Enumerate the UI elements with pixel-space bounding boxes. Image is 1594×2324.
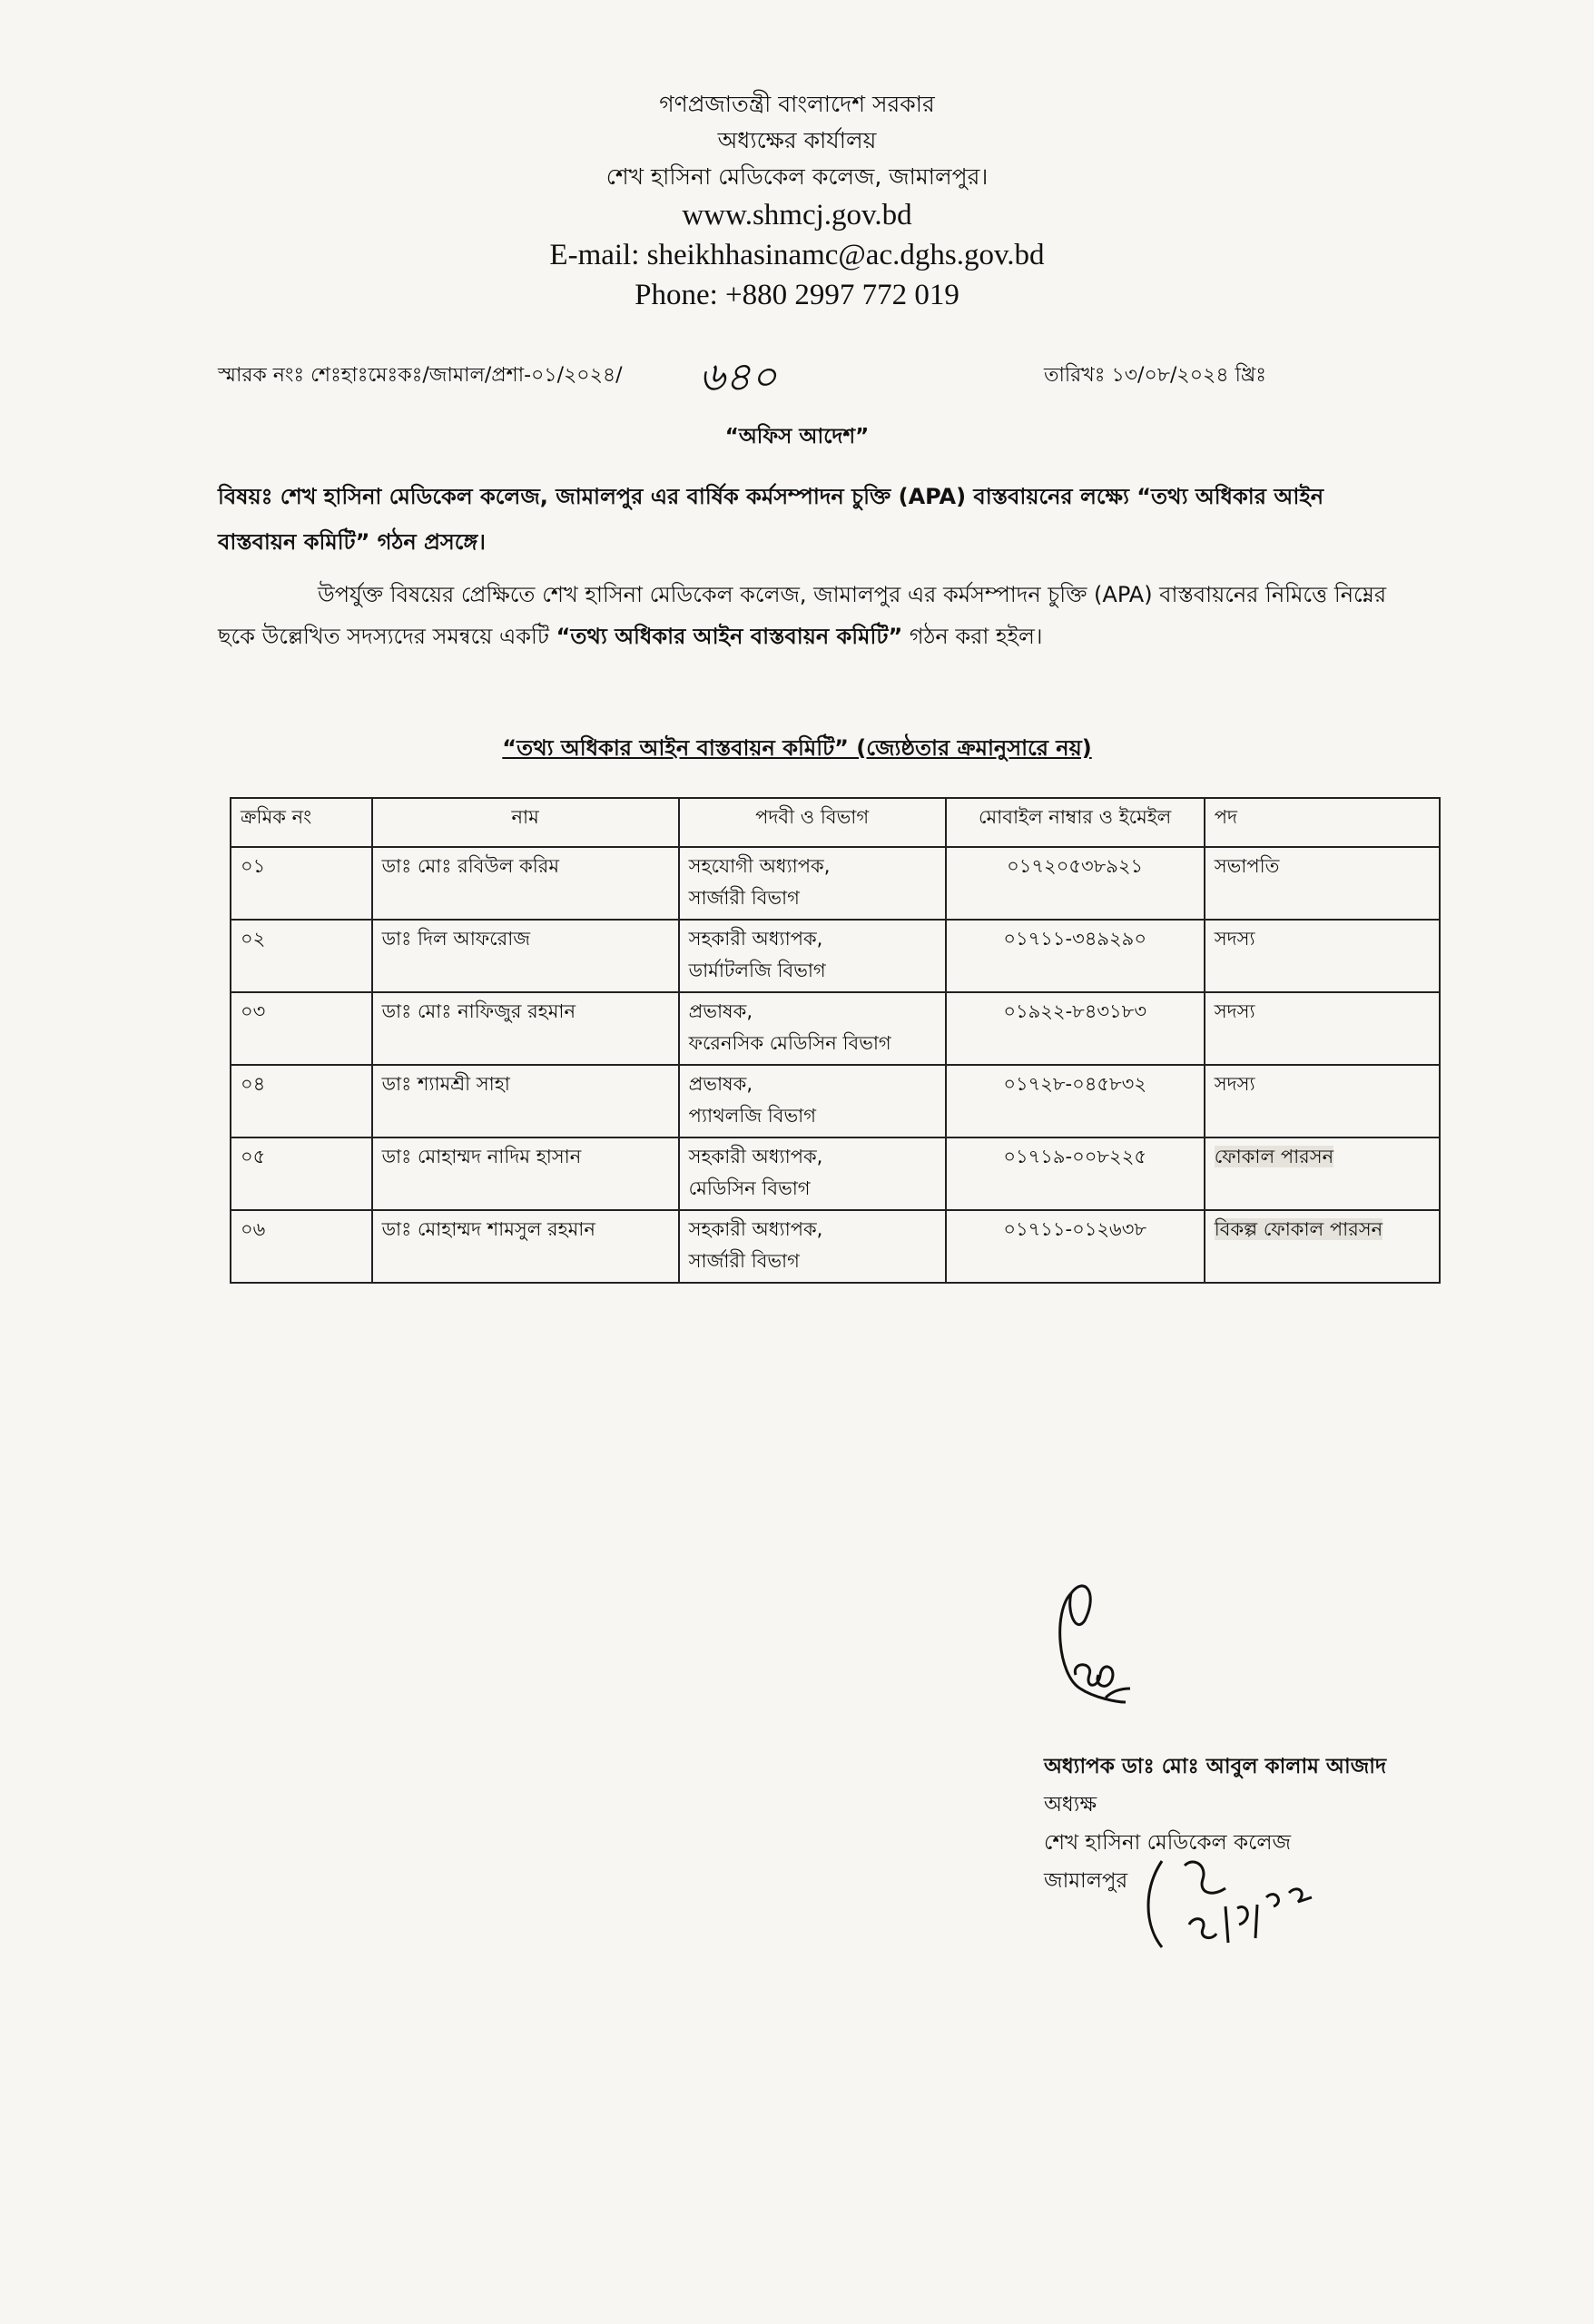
serial-text: ০১ [241,855,266,877]
cell-serial [231,992,372,1065]
designation-text: প্রভাষক, [688,1000,753,1022]
cell-serial [231,847,372,920]
signatory-name: অধ্যাপক ডাঃ মোঃ আবুল কালাম আজাদ [1044,1755,1387,1778]
cell-serial [231,1210,372,1283]
cell-role [1205,992,1440,1065]
table-row [231,920,1440,992]
designation-text: সহযোগী অধ্যাপক, [688,855,831,877]
department-text: সার্জারী বিভাগ [688,1250,800,1272]
cell-name [372,1210,679,1283]
memo-number: স্মারক নংঃ শেঃহাঃমেঃকঃ/জামাল/প্রশা-০১/২০২৪/ [218,364,623,387]
cell-role [1205,920,1440,992]
header-mobile: মোবাইল নাম্বার ও ইমেইল [946,798,1205,847]
mobile-number: ০১৭১১-০১২৬৩৮ [1003,1218,1146,1240]
cell-name [372,992,679,1065]
table-title-text: “তথ্য অধিকার আইন বাস্তবায়ন কমিটি” (জ্যেষ্ঠতার ক্রমানুসারে নয়) [502,735,1092,761]
serial-text: ০২ [241,928,266,950]
cell-name [372,920,679,992]
header-designation: পদবী ও বিভাগ [679,798,946,847]
member-name: ডাঃ দিল আফরোজ [381,928,531,950]
header-serial: ক্রমিক নং [231,798,372,847]
cell-mobile [946,1210,1205,1283]
table-header-row [231,798,1440,847]
serial-text: ০৩ [241,1000,266,1022]
cell-designation [679,1210,946,1283]
cell-mobile [946,920,1205,992]
mobile-number: ০১৭১১-৩৪৯২৯০ [1003,928,1146,950]
cell-designation [679,920,946,992]
cell-name [372,1065,679,1137]
cell-designation [679,1137,946,1210]
department-text: ফরেনসিক মেডিসিন বিভাগ [688,1032,891,1054]
mobile-number: ০১৭১৯-০০৮২২৫ [1003,1146,1146,1167]
body-text-bold: “তথ্য অধিকার আইন বাস্তবায়ন কমিটি” [556,624,903,649]
member-name: ডাঃ মোহাম্মদ শামসুল রহমান [381,1218,595,1240]
header-role: পদ [1205,798,1440,847]
body-text-before: উপর্যুক্ত বিষয়ের প্রেক্ষিতে শেখ হাসিনা মেডিকেল কলেজ, জামালপুর এর কর্মসম্পাদন চুক্তি (APA) বাস্তবায়নের নিমিত্তে নিম্নের ছকে উল্লেখিত সদস্যদের সমন্বয়ে একটি [218,582,1387,649]
department-text: ডার্মাটলজি বিভাগ [688,960,826,981]
memo-date: তারিখঃ ১৩/০৮/২০২৪ খ্রিঃ [1044,364,1267,387]
body-text-after: গঠন করা হইল। [902,624,1043,649]
mobile-number: ০১৭২০৫৩৮৯২১ [1007,855,1144,877]
cell-designation [679,1065,946,1137]
designation-text: সহকারী অধ্যাপক, [688,1218,823,1240]
order-title: “অফিস আদেশ” [724,425,870,448]
table-row [231,847,1440,920]
department-text: সার্জারী বিভাগ [688,887,800,909]
signatory-institution: শেখ হাসিনা মেডিকেল কলেজ [1044,1831,1292,1855]
subject: বিষয়ঃ শেখ হাসিনা মেডিকেল কলেজ, জামালপুর এর বার্ষিক কর্মসম্পাদন চুক্তি (APA) বাস্তবায়নের লক্ষ্যে “তথ্য অধিকার আইন বাস্তবায়ন কমিটি” গঠন প্রসঙ্গে। [218,484,1324,555]
designation-text: প্রভাষক, [688,1073,753,1095]
role-text: সদস্য [1214,1000,1255,1022]
table-row [231,1210,1440,1283]
member-name: ডাঃ মোহাম্মদ নাদিম হাসান [381,1146,582,1167]
cell-mobile [946,992,1205,1065]
committee-table [230,797,1441,1284]
cell-designation [679,847,946,920]
role-text: বিকল্প ফোকাল পারসন [1214,1218,1383,1240]
department-text: মেডিসিন বিভাগ [688,1177,811,1199]
email: E-mail: sheikhhasinamc@ac.dghs.gov.bd [549,239,1045,271]
mobile-number: ০১৭২৮-০৪৫৮৩২ [1003,1073,1146,1095]
college-name: শেখ হাসিনা মেডিকেল কলেজ, জামালপুর। [605,163,989,190]
mobile-number: ০১৯২২-৮৪৩১৮৩ [1003,1000,1146,1022]
serial-text: ০৪ [241,1073,266,1095]
cell-role [1205,1210,1440,1283]
handwritten-memo-number: ৬৪০ [699,354,777,400]
table-row [231,1065,1440,1137]
role-text: সভাপতি [1214,855,1280,877]
letterhead [0,86,1594,315]
table-row [231,1137,1440,1210]
header-name: নাম [372,798,679,847]
cell-designation [679,992,946,1065]
phone: Phone: +880 2997 772 019 [635,279,959,311]
memo-row [218,354,1416,399]
signatory-title: অধ্যক্ষ [1044,1793,1097,1817]
cell-name [372,847,679,920]
role-text: সদস্য [1214,928,1255,950]
member-name: ডাঃ শ্যামশ্রী সাহা [381,1073,510,1095]
table-row [231,992,1440,1065]
office-name: অধ্যক্ষের কার্যালয় [717,127,877,153]
signature [1044,1575,1180,1711]
cell-name [372,1137,679,1210]
cell-mobile [946,847,1205,920]
signatory-location: জামালপুর [1044,1869,1128,1893]
serial-text: ০৬ [241,1218,266,1240]
member-name: ডাঃ মোঃ নাফিজুর রহমান [381,1000,576,1022]
cell-mobile [946,1137,1205,1210]
dated-initial [1139,1852,1321,1961]
cell-serial [231,920,372,992]
serial-text: ০৫ [241,1146,266,1167]
cell-mobile [946,1065,1205,1137]
table-title [0,732,1594,768]
cell-role [1205,1137,1440,1210]
cell-role [1205,847,1440,920]
govt-name: গণপ্রজাতন্ত্রী বাংলাদেশ সরকার [659,91,935,117]
body-paragraph [218,574,1398,657]
website: www.shmcj.gov.bd [682,199,912,231]
member-name: ডাঃ মোঃ রবিউল করিম [381,855,559,877]
cell-serial [231,1137,372,1210]
role-text: সদস্য [1214,1073,1255,1095]
designation-text: সহকারী অধ্যাপক, [688,1146,823,1167]
designation-text: সহকারী অধ্যাপক, [688,928,823,950]
department-text: প্যাথলজি বিভাগ [688,1105,816,1127]
cell-serial [231,1065,372,1137]
cell-role [1205,1065,1440,1137]
role-text: ফোকাল পারসন [1214,1146,1334,1167]
